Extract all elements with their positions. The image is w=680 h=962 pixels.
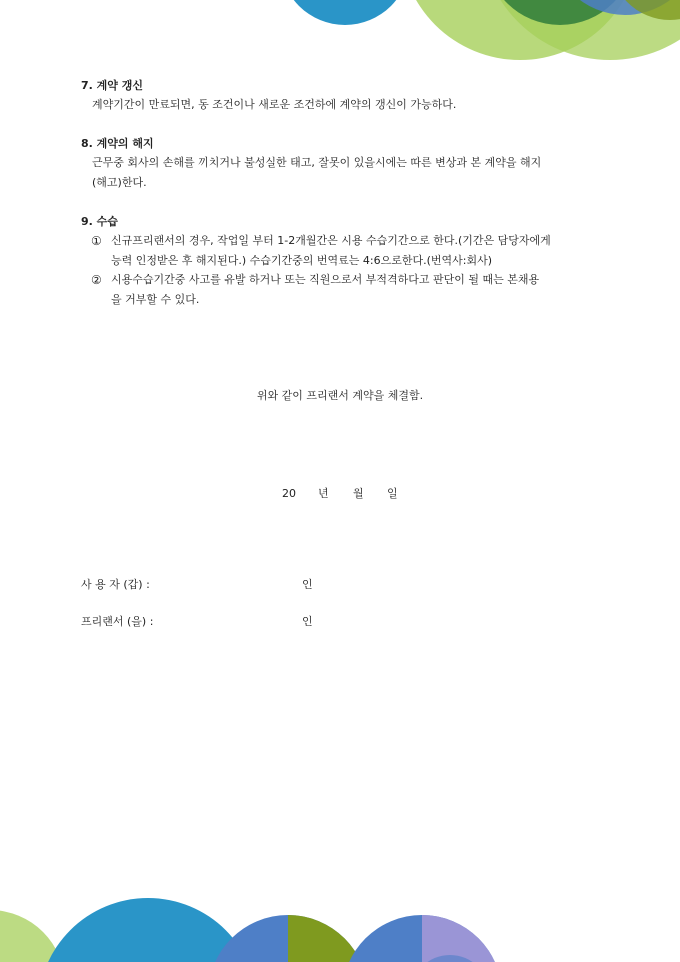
date-year: 20 xyxy=(282,487,296,500)
signature-label-freelancer: 프리랜서 (을) : xyxy=(81,615,154,628)
date-year-label: 년 xyxy=(318,487,329,500)
seal-mark: 인 xyxy=(302,615,313,628)
section-heading: 8. 계약의 해지 xyxy=(81,137,154,150)
list-marker: ① xyxy=(91,234,102,248)
signature-label-employer: 사 용 자 (갑) : xyxy=(81,578,150,591)
date-month-label: 월 xyxy=(353,487,364,500)
list-item-text: 능력 인정받은 후 해지된다.) 수습기간중의 번역료는 4:6으로한다.(번역사:회사) xyxy=(111,254,493,267)
date-day-label: 일 xyxy=(387,487,398,500)
section-heading: 7. 계약 갱신 xyxy=(81,79,143,92)
section-text: (해고)한다. xyxy=(92,176,147,189)
list-item-text: 을 거부할 수 있다. xyxy=(111,293,200,306)
section-text: 계약기간이 만료되면, 동 조건이나 새로운 조건하에 계약의 갱신이 가능하다. xyxy=(92,98,457,111)
list-item-text: 시용수습기간중 사고를 유발 하거나 또는 직원으로서 부적격하다고 판단이 될 때는 본채용 xyxy=(111,273,540,286)
closing-statement: 위와 같이 프리랜서 계약을 체결함. xyxy=(256,389,424,402)
list-item-text: 신규프리랜서의 경우, 작업일 부터 1-2개월간은 시용 수습기간으로 한다.(기간은 담당자에게 xyxy=(111,234,551,247)
seal-mark: 인 xyxy=(302,578,313,591)
list-marker: ② xyxy=(91,273,102,287)
section-text: 근무중 회사의 손해를 끼치거나 불성실한 태고, 잘못이 있을시에는 따른 변상과 본 계약을 해지 xyxy=(92,156,542,169)
section-heading: 9. 수습 xyxy=(81,215,118,228)
